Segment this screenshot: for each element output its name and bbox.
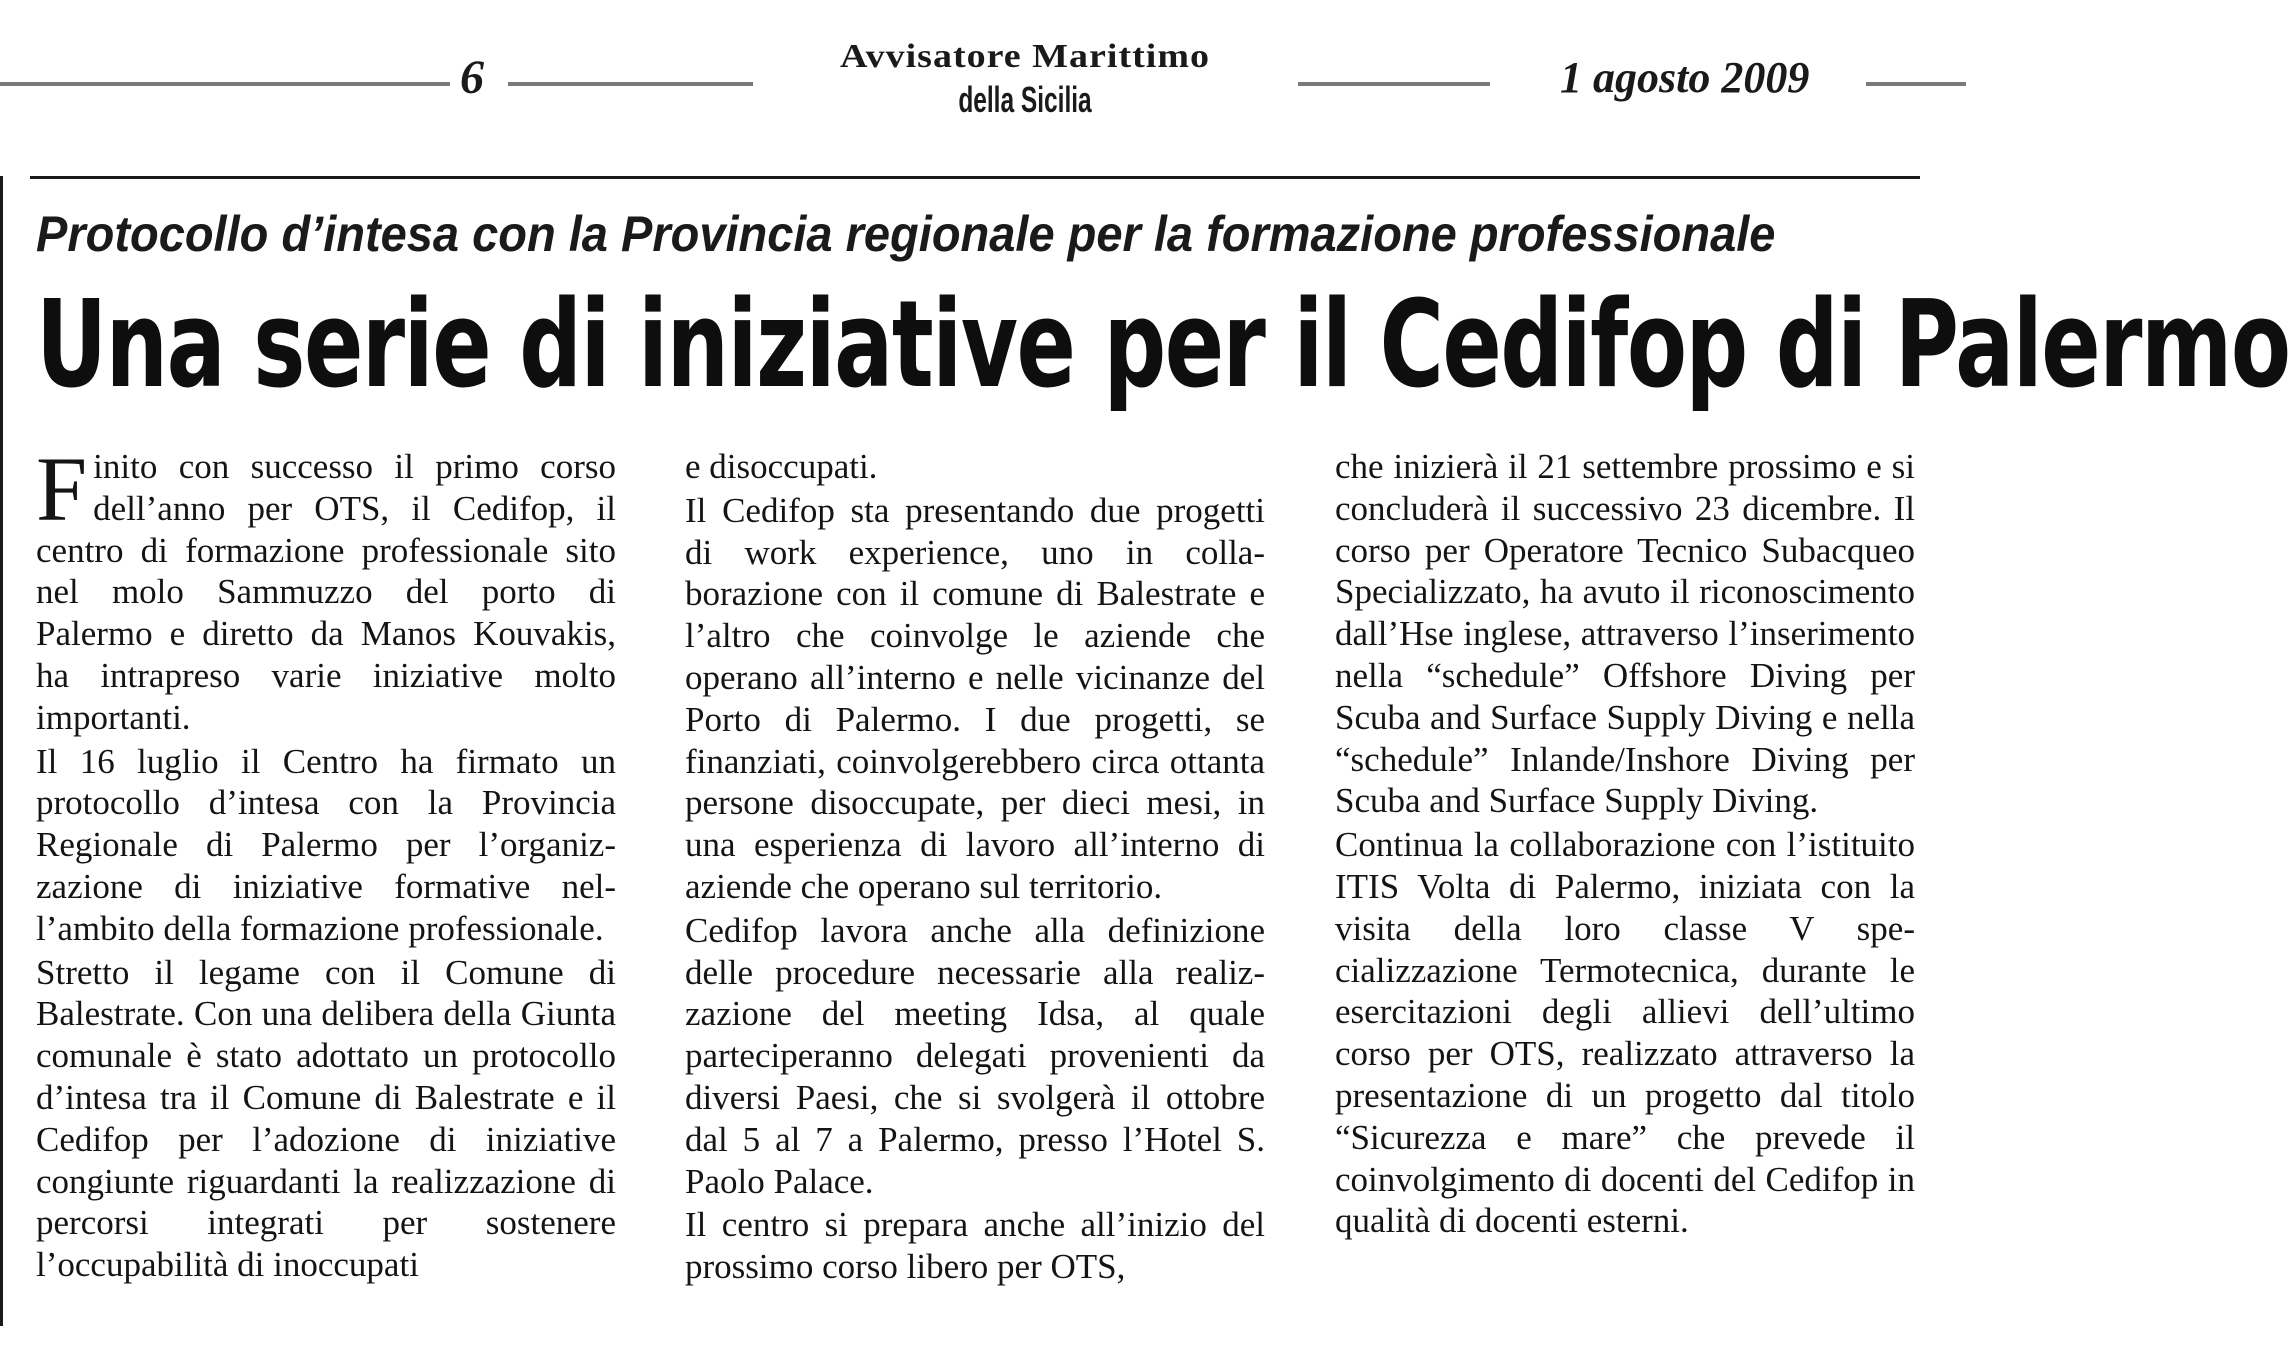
paragraph: Cedifop lavora anche alla definizione delle procedure necessarie alla realizzazione del meeting Idsa, al quale parteciperanno delegati provenienti da diversi Paesi, che si svolgerà il ottobre dal 5 al 7 a Palermo, presso l’Hotel S. Paolo Palace. [685,910,1265,1201]
paragraph: Il Cedifop sta presentando due progetti di work experience, uno in collaborazione con il comune di Balestrate e l’altro che coinvolge le aziende che operano all’interno e nelle vicinanze del Porto di Palermo. I due progetti, se finanziati, coinvolgerebbero circa ottanta persone disoccupate, per dieci mesi, in una esperienza di lavoro all’interno di aziende che operano sul territorio. [685,490,1265,906]
masthead [760,34,1290,122]
paragraph: Continua la collaborazione con l’istituito ITIS Volta di Palermo, iniziata con la visita della loro classe V specializzazione Termotecnica, durante le esercitazioni degli allievi dell’ultimo corso per OTS, realizzato attraverso la presentazione di un progetto dal titolo “Sicurezza e mare” che prevede il coinvolgimento di docenti del Cedifop in qualità di docenti esterni. [1335,825,1915,1241]
masthead-subtitle: della Sicilia [958,79,1092,120]
paragraph: e disoccupati. [685,447,878,486]
article-column-2 [685,446,1265,1290]
paragraph [36,438,616,739]
article-kicker: Protocollo d’intesa con la Provincia regionale per la formazione professionale [36,206,1776,262]
article-headline: Una serie di iniziative per il Cedifop di Palermo [36,276,2290,415]
paragraph: Il 16 luglio il Centro ha firmato un protocollo d’intesa con la Provincia Regionale di Palermo per l’organizzazione di iniziative formative nell’ambito della formazione professionale. [36,741,616,948]
masthead-rule-middle-right [1298,82,1490,86]
paragraph: che inizierà il 21 settembre prossimo e si concluderà il successivo 23 dicembre. Il corso per Operatore Tecnico Subacqueo Specializzato, ha avuto il riconoscimento dall’Hse inglese, attraverso l’inserimento nella “schedule” Offshore Diving per Scuba and Surface Supply Diving e nella “schedule” Inlande/Inshore Diving per Scuba and Surface Supply Diving. [1335,447,1915,821]
issue-date: 1 agosto 2009 [1560,53,1810,102]
drop-cap: F [36,438,88,540]
masthead-rule-middle-left [508,82,753,86]
article-column-1 [36,438,616,1288]
paragraph: Stretto il legame con il Comune di Balestrate. Con una delibera della Giunta comunale è stato adottato un protocollo d’intesa tra il Comune di Balestrate e il Cedifop per l’adozione di iniziative congiunte riguardanti la realizzazione di percorsi integrati per sostenere l’occupabilità di inoccupati [36,952,616,1285]
article-top-rule [30,176,1920,179]
masthead-rule-right [1866,82,1966,86]
article-column-3 [1335,446,1915,1244]
paragraph-text: inito con successo il primo corso dell’anno per OTS, il Cedifop, il centro di formazione professionale sito nel molo Sammuzzo del porto di Palermo e diretto da Manos Kouvakis, ha intrapreso varie iniziative molto importanti. [36,447,616,737]
page-number: 6 [460,51,484,104]
masthead-rule-left [0,82,450,86]
article-side-rule [0,176,3,1326]
masthead-title: Avvisatore Marittimo [840,37,1210,75]
paragraph: Il centro si prepara anche all’inizio del prossimo corso libero per OTS, [685,1205,1265,1287]
